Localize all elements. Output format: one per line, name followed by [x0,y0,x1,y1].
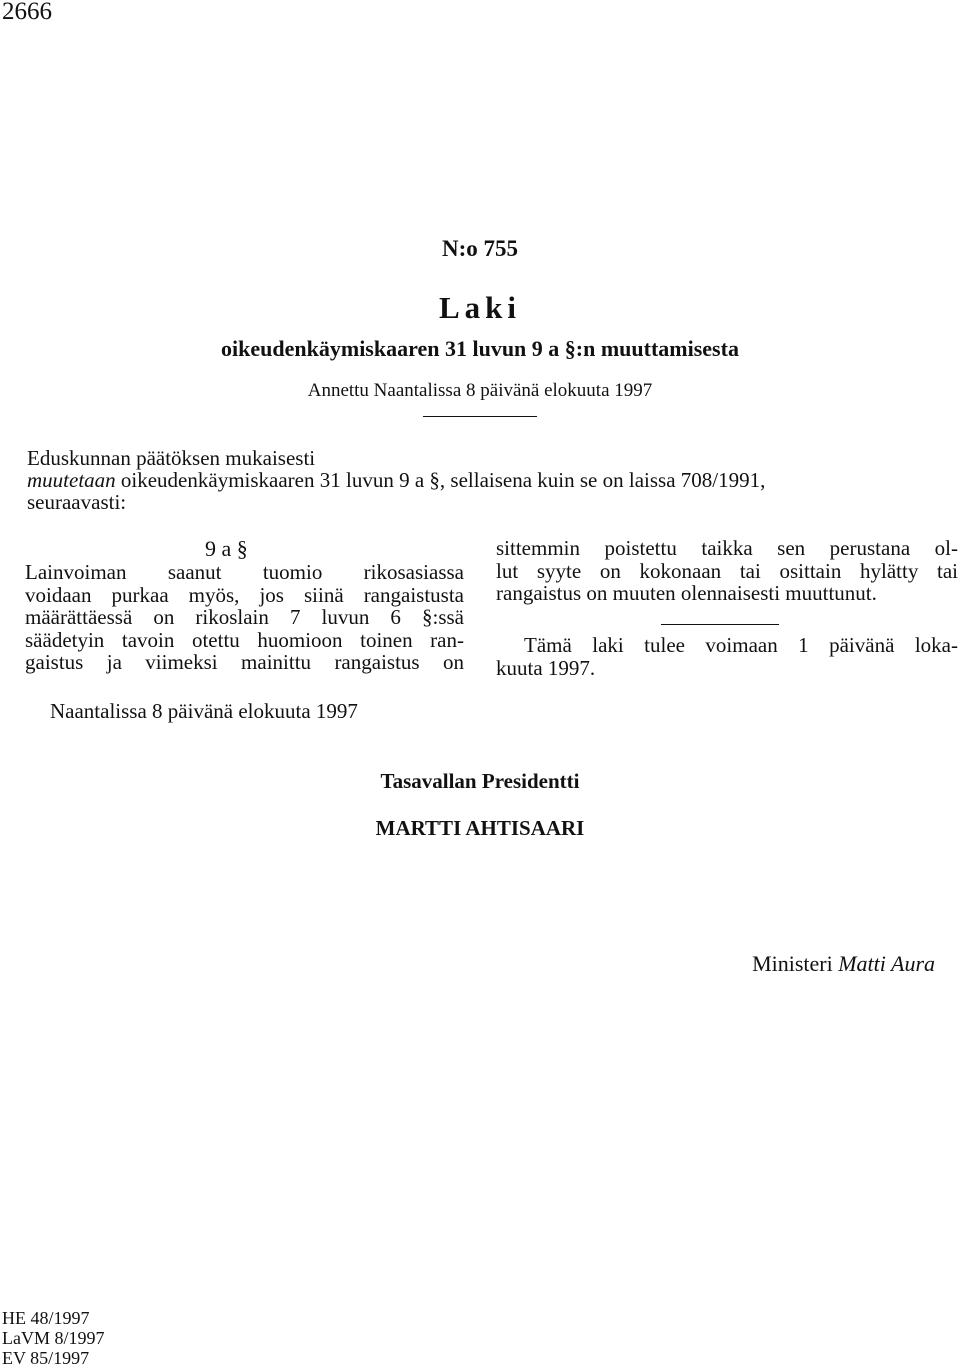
reference-item: EV 85/1997 [2,1348,90,1368]
entry-into-force-line: kuuta 1997. [496,655,596,680]
minister-name: Matti Aura [838,951,935,976]
page-number: 2666 [2,0,52,25]
reference-item: HE 48/1997 [2,1308,90,1328]
section-divider [661,624,779,625]
preamble-line-2-rest: oikeudenkäymiskaaren 31 luvun 9 a §, sellaisena kuin se on laissa 708/1991, [115,468,766,492]
reference-item: LaVM 8/1997 [2,1328,105,1348]
preamble-line-3: seuraavasti: [27,490,127,514]
preamble-line-2 [27,468,765,493]
minister-label: Ministeri [752,951,833,976]
section-text-left-column [25,561,464,674]
header-divider [423,416,537,417]
law-title: Laki [438,290,522,325]
statute-number: N:o 755 [441,236,519,261]
legislative-references [2,1308,105,1368]
given-date-line: Annettu Naantalissa 8 päivänä elokuuta 1997 [307,380,653,401]
preamble-line-1: Eduskunnan päätöksen mukaisesti [27,446,316,470]
section-text-line: lut syyte on kokonaan tai osittain hylätty tai [496,558,958,583]
section-text-line: Lainvoiman saanut tuomio rikosasiassa [25,560,464,584]
place-and-date: Naantalissa 8 päivänä elokuuta 1997 [50,699,358,723]
entry-into-force [496,634,958,679]
section-heading: 9 a § [205,536,248,561]
entry-into-force-line: Tämä laki tulee voimaan 1 päivänä loka- [524,633,958,657]
president-title: Tasavallan Presidentti [380,769,580,793]
section-text-line: voidaan purkaa myös, jos siinä rangaistusta [25,582,464,607]
section-text-right-column [496,537,958,605]
section-text-line: gaistus ja viimeksi mainittu rangaistus on [25,650,464,674]
section-text-line: rangaistus on muuten olennaisesti muuttunut. [496,581,877,605]
law-subtitle: oikeudenkäymiskaaren 31 luvun 9 a §:n muuttamisesta [221,336,739,361]
section-text-line: säädetyin tavoin otettu huomioon toinen ran- [25,627,464,652]
minister-signature [752,951,935,977]
president-name: MARTTI AHTISAARI [375,816,585,840]
preamble-amending-verb: muutetaan [27,468,116,492]
section-text-line: määrättäessä on rikoslain 7 luvun 6 §:ssä [25,605,464,629]
section-text-line: sittemmin poistettu taikka sen perustana ol- [496,536,958,560]
